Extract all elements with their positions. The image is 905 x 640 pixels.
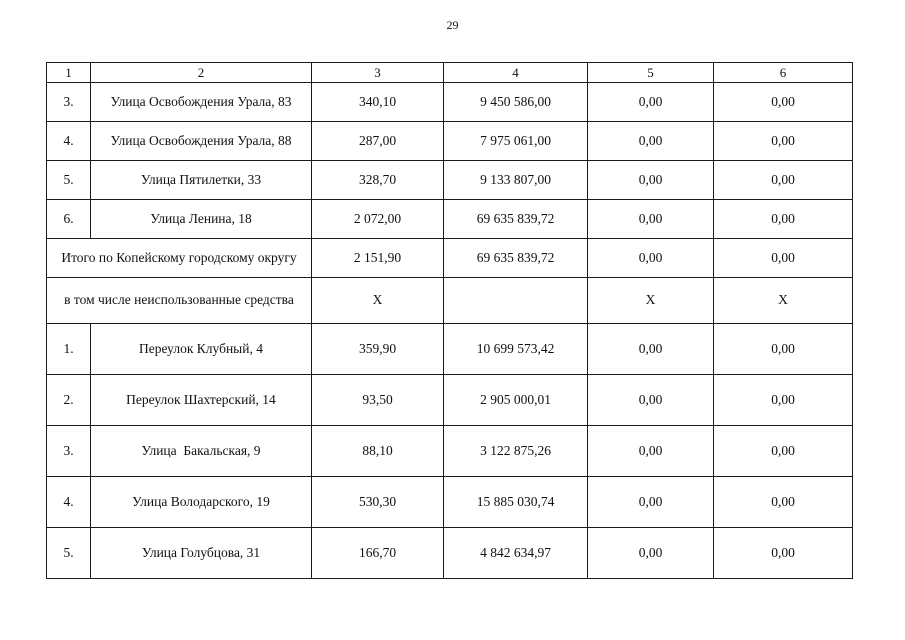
row-address: Переулок Клубный, 4	[91, 324, 312, 375]
table-row	[47, 200, 853, 239]
row-col5: 0,00	[588, 375, 714, 426]
row-address: Улица Голубцова, 31	[91, 528, 312, 579]
column-header: 5	[588, 63, 714, 83]
row-area: 93,50	[312, 375, 444, 426]
row-address: Переулок Шахтерский, 14	[91, 375, 312, 426]
row-area: 2 072,00	[312, 200, 444, 239]
row-col5: 0,00	[588, 426, 714, 477]
row-col5: 0,00	[588, 528, 714, 579]
row-col6: 0,00	[714, 477, 853, 528]
row-col6: 0,00	[714, 200, 853, 239]
row-area: 359,90	[312, 324, 444, 375]
row-amount: 9 450 586,00	[444, 83, 588, 122]
unused-col6: X	[714, 278, 853, 324]
row-amount: 69 635 839,72	[444, 200, 588, 239]
unused-col5: X	[588, 278, 714, 324]
row-col6: 0,00	[714, 122, 853, 161]
page-number: 29	[446, 18, 459, 32]
row-col5: 0,00	[588, 200, 714, 239]
row-amount: 3 122 875,26	[444, 426, 588, 477]
row-area: 287,00	[312, 122, 444, 161]
total-col5: 0,00	[588, 239, 714, 278]
row-col6: 0,00	[714, 324, 853, 375]
table-row	[47, 528, 853, 579]
row-number: 4.	[47, 477, 91, 528]
row-address: Улица Освобождения Урала, 88	[91, 122, 312, 161]
table-row	[47, 426, 853, 477]
column-header: 2	[91, 63, 312, 83]
row-amount: 4 842 634,97	[444, 528, 588, 579]
row-address: Улица Освобождения Урала, 83	[91, 83, 312, 122]
row-number: 2.	[47, 375, 91, 426]
unused-col3: X	[312, 278, 444, 324]
total-label: Итого по Копейскому городскому округу	[47, 239, 312, 278]
row-col5: 0,00	[588, 477, 714, 528]
row-address: Улица Володарского, 19	[91, 477, 312, 528]
row-col5: 0,00	[588, 83, 714, 122]
unused-col4	[444, 278, 588, 324]
column-header: 6	[714, 63, 853, 83]
table-row	[47, 324, 853, 375]
funds-table	[46, 62, 853, 579]
row-number: 5.	[47, 528, 91, 579]
column-numbers-row	[47, 63, 853, 83]
row-col5: 0,00	[588, 161, 714, 200]
row-area: 328,70	[312, 161, 444, 200]
row-number: 3.	[47, 426, 91, 477]
row-col6: 0,00	[714, 83, 853, 122]
row-amount: 10 699 573,42	[444, 324, 588, 375]
row-amount: 15 885 030,74	[444, 477, 588, 528]
unused-funds-row	[47, 278, 853, 324]
column-header: 4	[444, 63, 588, 83]
row-amount: 7 975 061,00	[444, 122, 588, 161]
row-col6: 0,00	[714, 426, 853, 477]
row-col6: 0,00	[714, 375, 853, 426]
row-number: 3.	[47, 83, 91, 122]
row-amount: 2 905 000,01	[444, 375, 588, 426]
row-col6: 0,00	[714, 528, 853, 579]
row-address: Улица Пятилетки, 33	[91, 161, 312, 200]
row-number: 1.	[47, 324, 91, 375]
table-row	[47, 122, 853, 161]
total-amount: 69 635 839,72	[444, 239, 588, 278]
table-row	[47, 375, 853, 426]
row-area: 166,70	[312, 528, 444, 579]
table-row	[47, 477, 853, 528]
row-number: 6.	[47, 200, 91, 239]
total-row	[47, 239, 853, 278]
row-area: 88,10	[312, 426, 444, 477]
unused-label: в том числе неиспользованные средства	[47, 278, 312, 324]
row-col5: 0,00	[588, 324, 714, 375]
total-area: 2 151,90	[312, 239, 444, 278]
row-number: 5.	[47, 161, 91, 200]
table-row	[47, 161, 853, 200]
row-address: Улица Ленина, 18	[91, 200, 312, 239]
row-number: 4.	[47, 122, 91, 161]
row-col6: 0,00	[714, 161, 853, 200]
row-amount: 9 133 807,00	[444, 161, 588, 200]
row-area: 340,10	[312, 83, 444, 122]
total-col6: 0,00	[714, 239, 853, 278]
row-col5: 0,00	[588, 122, 714, 161]
column-header: 1	[47, 63, 91, 83]
table-row	[47, 83, 853, 122]
column-header: 3	[312, 63, 444, 83]
row-area: 530,30	[312, 477, 444, 528]
row-address: Улица Бакальская, 9	[91, 426, 312, 477]
